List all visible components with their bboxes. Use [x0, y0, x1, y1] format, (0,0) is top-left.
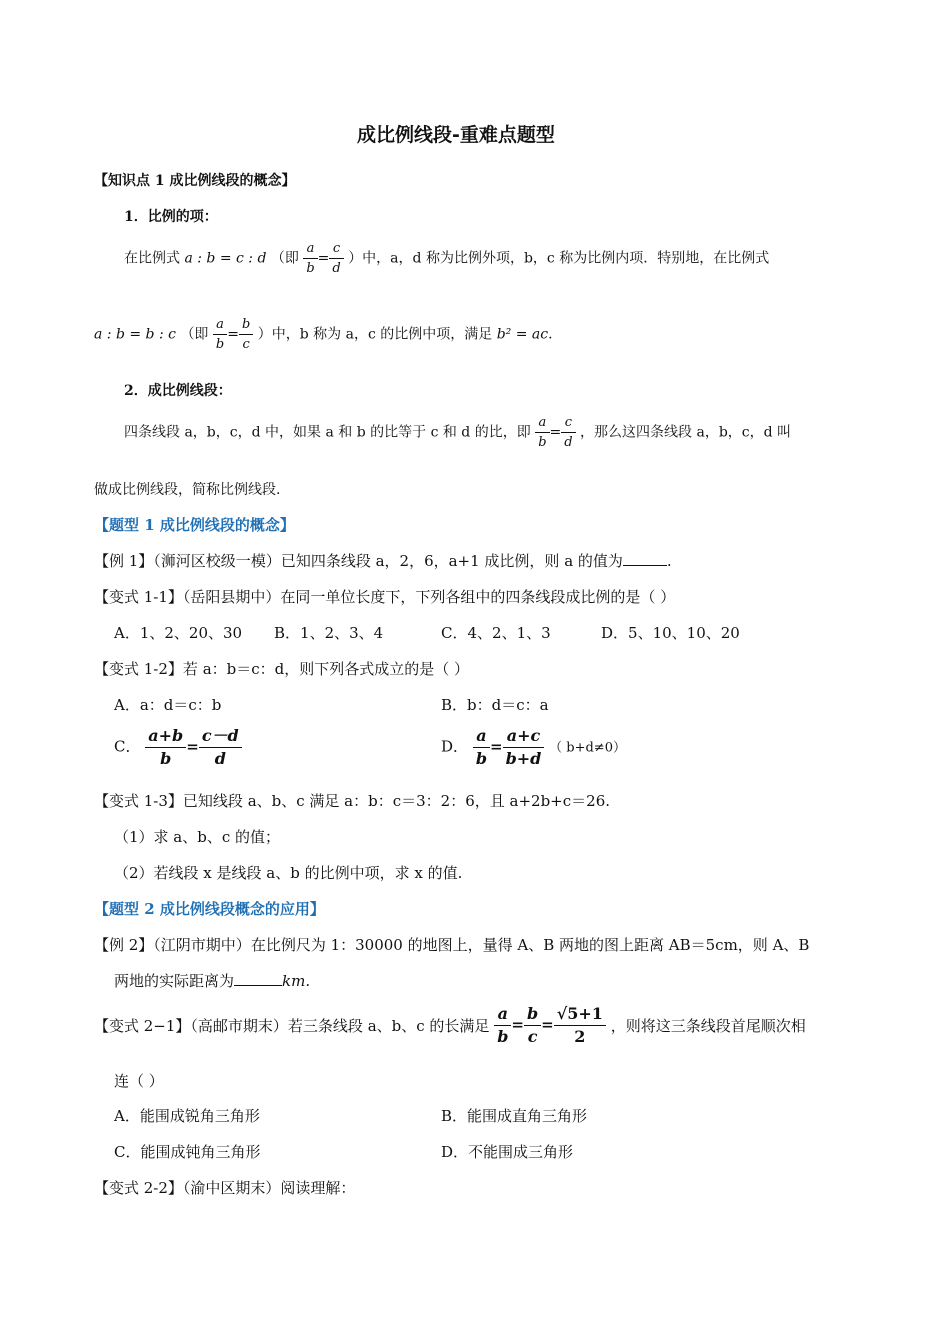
- knowledge-heading: 【知识点 1 成比例线段的概念】: [94, 173, 296, 189]
- item1-line1-ji: （即: [270, 250, 299, 267]
- answer-blank-km[interactable]: [234, 985, 282, 986]
- item2-title: 2．成比例线段：: [124, 383, 232, 399]
- v13-question-1: （1）求 a、b、c 的值；: [114, 828, 281, 846]
- v13-question-2: （2）若线段 x 是线段 a、b 的比例中项，求 x 的值.: [114, 864, 463, 882]
- v12-option-c[interactable]: C． $\frac{a+b}{b}$ = $\frac{c-d}{d}$: [114, 728, 242, 767]
- variant-2-1: 【变式 2−1】（高邮市期末）若三条线段 a、b、c 的长满足 $\frac{a}{b}$ = $\frac{b}{c}$ = $\frac{√5+1}{2}$ ，则将这三条线段首尾顺次相: [94, 1004, 806, 1046]
- variant-2-1-line2: 连（ ）: [114, 1072, 164, 1090]
- fraction-apc-bpd: $\frac{a+c}{b+d}$: [503, 728, 545, 767]
- v11-option-d[interactable]: D．5、10、10、20: [601, 624, 740, 642]
- v11-option-b[interactable]: B．1、2、3、4: [274, 624, 384, 642]
- variant-1-1: 【变式 1-1】（岳阳县期中）在同一单位长度下，下列各组中的四条线段成比例的是（ ）: [94, 588, 676, 606]
- type1-heading: 【题型 1 成比例线段的概念】: [94, 516, 295, 534]
- fraction-golden-ratio: $\frac{√5+1}{2}$: [554, 1006, 606, 1045]
- example-2-line2: 两地的实际距离为 km.: [114, 972, 311, 990]
- item2-line2: 做成比例线段，简称比例线段.: [94, 482, 281, 498]
- item2-line1: 四条线段 a，b，c，d 中，如果 a 和 b 的比等于 c 和 d 的比，即 $\frac{a}{b}$ = $\frac{c}{d}$ ，那么这四条线段 a，b，c，d 叫: [124, 415, 792, 450]
- fraction-cmd-d: $\frac{c-d}{d}$: [199, 728, 242, 767]
- variant-2-2: 【变式 2-2】（渝中区期末）阅读理解：: [94, 1179, 356, 1197]
- fraction-a-b-2: $\frac{a}{b}$: [213, 318, 227, 351]
- v12-option-d[interactable]: D． $\frac{a}{b}$ = $\frac{a+c}{b+d}$ （ b+d≠0）: [441, 726, 626, 768]
- variant-1-3: 【变式 1-3】已知线段 a、b、c 满足 a：b：c＝3：2：6，且 a+2b+c＝26.: [94, 792, 611, 810]
- fraction-apb-b: $\frac{a+b}{b}$: [145, 728, 186, 767]
- item1-line1-pre: 在比例式: [124, 250, 180, 267]
- v21-option-a[interactable]: A．能围成锐角三角形: [114, 1107, 260, 1125]
- fraction-a-b-5: $\frac{a}{b}$: [494, 1006, 511, 1045]
- example-2-line1: 【例 2】（江阴市期中）在比例尺为 1：30000 的地图上，量得 A、B 两地的图上距离 AB＝5cm，则 A、B: [94, 936, 810, 954]
- item1-line2: a : b = b : c （即 $\frac{a}{b}$ = $\frac{b}{c}$ ）中，b 称为 a，c 的比例中项，满足 b² = ac.: [94, 317, 553, 352]
- v12-option-b[interactable]: B．b：d＝c：a: [441, 696, 549, 714]
- item1-line1: 在比例式 a : b = c : d （即 $\frac{a}{b}$ = $\frac{c}{d}$ ）中，a，d 称为比例外项，b，c 称为比例内项．特别地，在比例式: [124, 241, 770, 276]
- item1-title: 1．比例的项：: [124, 209, 218, 225]
- v21-option-d[interactable]: D．不能围成三角形: [441, 1143, 574, 1161]
- mean-proportional-formula: b² = ac: [496, 326, 549, 343]
- variant-1-2: 【变式 1-2】若 a：b＝c：d，则下列各式成立的是（ ）: [94, 660, 470, 678]
- item1-line2-formula: a : b = b : c: [94, 326, 176, 343]
- page-title: 成比例线段-重难点题型: [357, 124, 555, 146]
- item1-line1-formula: a : b = c : d: [184, 250, 267, 267]
- v11-option-c[interactable]: C．4、2、1、3: [441, 624, 551, 642]
- item1-line1-post: ）中，a，d 称为比例外项，b，c 称为比例内项．特别地，在比例式: [348, 250, 770, 267]
- fraction-a-b-3: $\frac{a}{b}$: [535, 416, 549, 449]
- fraction-c-d: $\frac{c}{d}$: [329, 242, 343, 275]
- answer-blank[interactable]: [623, 565, 667, 566]
- fraction-b-c: $\frac{b}{c}$: [239, 318, 253, 351]
- fraction-b-c-2: $\frac{b}{c}$: [524, 1006, 541, 1045]
- fraction-c-d-2: $\frac{c}{d}$: [561, 416, 575, 449]
- v21-option-b[interactable]: B．能围成直角三角形: [441, 1107, 588, 1125]
- v21-option-c[interactable]: C．能围成钝角三角形: [114, 1143, 261, 1161]
- fraction-a-b: $\frac{a}{b}$: [303, 242, 317, 275]
- fraction-a-b-4: $\frac{a}{b}$: [473, 728, 490, 767]
- type2-heading: 【题型 2 成比例线段概念的应用】: [94, 900, 325, 918]
- v11-option-a[interactable]: A．1、2、20、30: [114, 624, 243, 642]
- example-1: 【例 1】（浉河区校级一模）已知四条线段 a，2，6，a+1 成比例，则 a 的值为 .: [94, 552, 672, 570]
- v12-option-a[interactable]: A．a：d＝c：b: [114, 696, 222, 714]
